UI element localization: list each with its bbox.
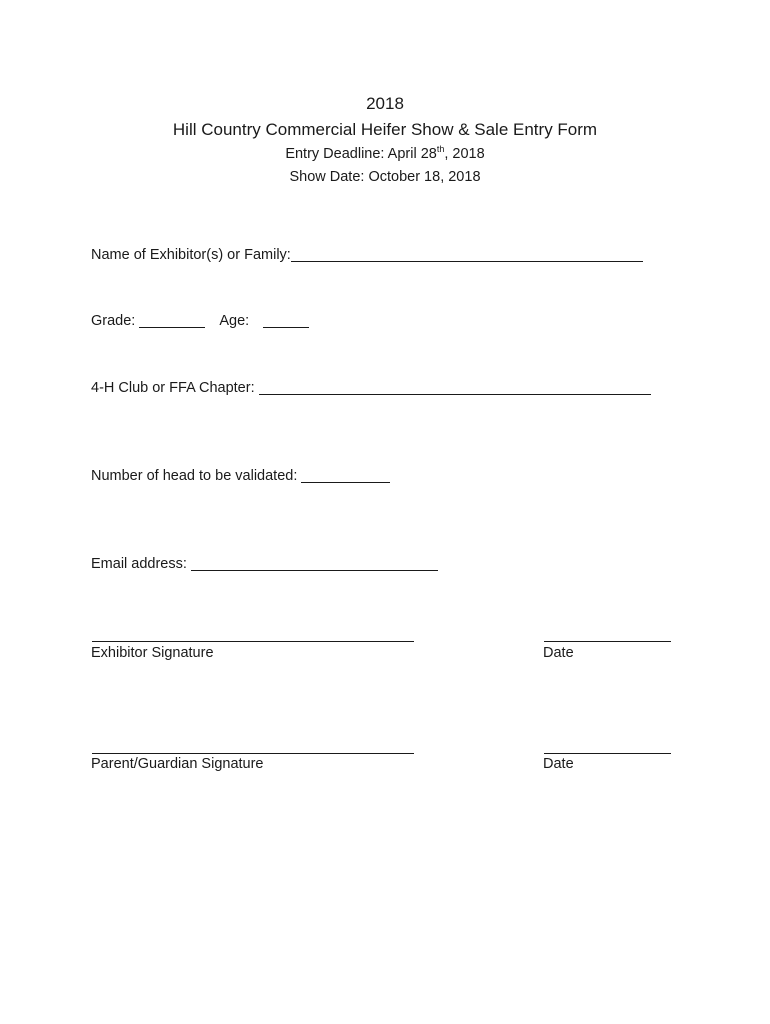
form-year: 2018 [366,94,404,113]
exhibitor-name-field[interactable] [291,247,643,262]
exhibitor-name-row [91,247,643,263]
grade-label: Grade: [91,313,136,329]
email-label: Email address: [91,556,187,572]
age-field[interactable] [263,313,309,328]
parent-date-label: Date [543,756,574,772]
head-count-label: Number of head to be validated: [91,468,298,484]
head-count-row [91,468,390,484]
club-row [91,380,651,396]
exhibitor-signature-line[interactable] [92,641,414,642]
grade-field[interactable] [139,313,205,328]
club-label: 4-H Club or FFA Chapter: [91,380,255,396]
form-title: Hill Country Commercial Heifer Show & Sale Entry Form [172,120,598,139]
entry-deadline-year: , 2018 [444,146,485,162]
email-row [91,556,438,572]
grade-age-row [91,313,309,329]
entry-deadline [0,146,770,162]
exhibitor-signature-label: Exhibitor Signature [91,645,214,661]
club-field[interactable] [259,380,651,395]
parent-signature-line[interactable] [92,753,414,754]
age-label: Age: [219,313,250,329]
show-date: Show Date: October 18, 2018 [289,169,481,185]
entry-deadline-text: Entry Deadline: April 28 [285,146,437,162]
parent-signature-label: Parent/Guardian Signature [91,756,264,772]
exhibitor-name-label: Name of Exhibitor(s) or Family: [91,247,291,263]
exhibitor-date-label: Date [543,645,574,661]
parent-date-line[interactable] [544,753,671,754]
email-field[interactable] [191,556,438,571]
exhibitor-date-line[interactable] [544,641,671,642]
head-count-field[interactable] [301,468,390,483]
entry-deadline-ordinal: th [436,144,445,155]
